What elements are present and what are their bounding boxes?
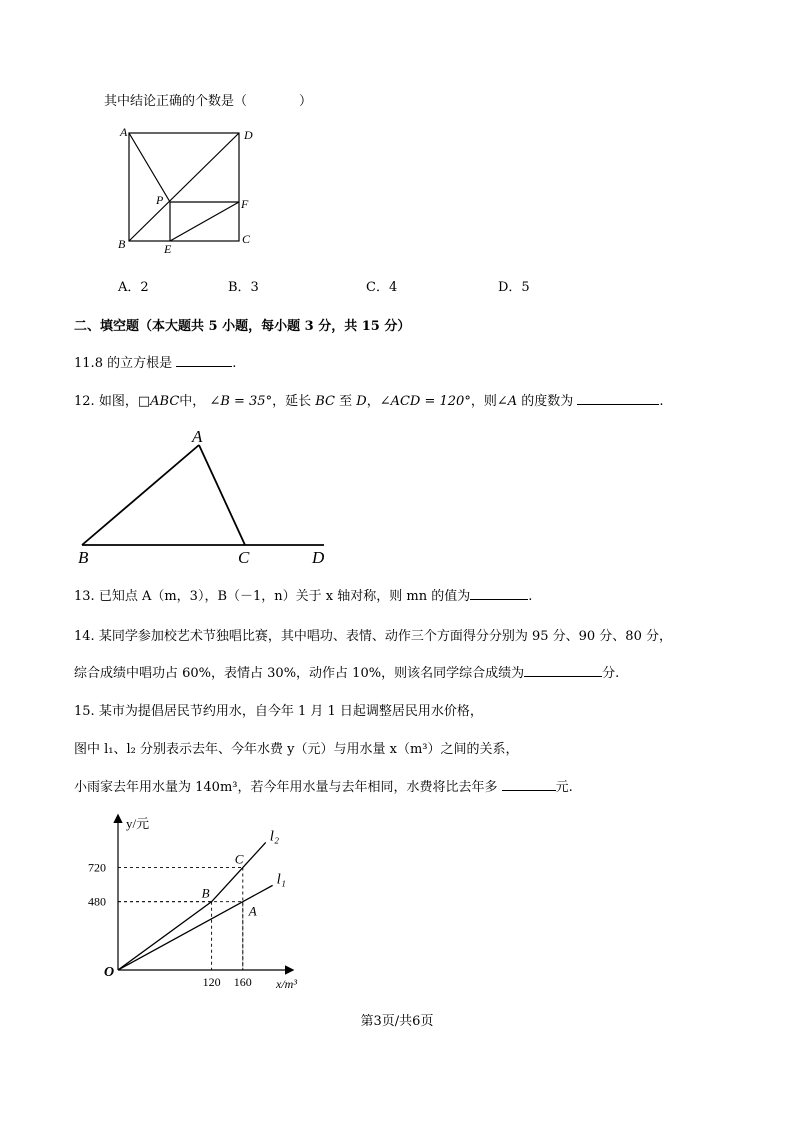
q11 xyxy=(74,352,236,371)
q12-text-3: ，延长 xyxy=(272,394,316,409)
q15-line-3 xyxy=(74,776,573,795)
q12-text-2: 中， xyxy=(179,394,206,409)
side-ab xyxy=(82,445,199,545)
q14-unit: 分. xyxy=(602,666,620,681)
label-d: D xyxy=(244,128,253,142)
q14-line-2 xyxy=(74,662,619,681)
q12-angle-acd: ∠ACD = 120° xyxy=(379,394,471,409)
q15-unit: 元. xyxy=(555,780,573,795)
q15-number: 15. xyxy=(74,704,95,719)
series-line-2 xyxy=(118,902,243,970)
q11-text: 8 的立方根是 xyxy=(94,356,173,371)
segment-ap xyxy=(129,133,170,202)
q14-text-2: 综合成绩中唱功占 60%，表情占 30%，动作占 10%，则该名同学综合成绩为 xyxy=(74,666,525,681)
q15-line-1 xyxy=(74,700,483,719)
label-b: B xyxy=(78,548,89,566)
label-f: F xyxy=(241,197,249,211)
q12-triangle-abc: ABC xyxy=(150,394,180,409)
label-p: P xyxy=(156,193,164,207)
y-tick-480: 480 xyxy=(88,894,106,909)
q12-text-1: 如图， xyxy=(98,394,138,409)
option-a[interactable]: A．2 xyxy=(118,280,149,295)
q12-text-7: 的度数为 xyxy=(517,394,574,409)
label-e: E xyxy=(164,242,172,256)
series-ext-2 xyxy=(243,885,273,901)
origin-label: O xyxy=(104,965,115,980)
triangle-symbol: □ xyxy=(137,394,151,409)
q12-text-4: 至 xyxy=(334,394,357,409)
q13 xyxy=(74,585,532,604)
q10-stem: 其中结论正确的个数是（ ） xyxy=(104,94,313,109)
q12-end: . xyxy=(659,394,664,409)
q15-text-3: 小雨家去年用水量为 140m³，若今年用水量与去年相同，水费将比去年多 xyxy=(74,780,498,795)
y-axis-label: y/元 xyxy=(126,816,150,831)
q13-text: 已知点 A（m，3），B（－1，n）关于 x 轴对称，则 mn 的值为 xyxy=(98,589,471,604)
q14-number: 14. xyxy=(74,629,95,644)
q15-line-2: 图中 l₁、l₂ 分别表示去年、今年水费 y（元）与用水量 x（m³）之间的关系， xyxy=(74,742,519,757)
y-tick-720: 720 xyxy=(88,860,106,875)
q15-answer-blank[interactable] xyxy=(502,778,556,791)
label-c: C xyxy=(242,232,251,246)
q13-end: . xyxy=(528,589,533,604)
q12-answer-blank[interactable] xyxy=(577,392,659,405)
q11-answer-blank[interactable] xyxy=(176,354,232,367)
option-c[interactable]: C．4 xyxy=(366,280,398,295)
diagonal-bd xyxy=(129,133,239,241)
series-label-1: l₂ xyxy=(269,828,280,845)
segment-ef xyxy=(170,202,239,241)
q12-angle-b: ∠B = 35° xyxy=(209,394,273,409)
point-label-a: A xyxy=(248,903,257,919)
point-label-b: B xyxy=(201,885,210,901)
label-a: A xyxy=(192,427,203,446)
q12-text-5: ， xyxy=(366,394,380,409)
series-label-2: l₁ xyxy=(276,871,287,888)
q13-number: 13. xyxy=(74,589,95,604)
point-label-c: C xyxy=(234,851,244,867)
q10-figure xyxy=(112,124,262,256)
q12-number: 12. xyxy=(74,394,95,409)
q11-number: 11. xyxy=(74,356,95,371)
label-a: A xyxy=(120,125,128,139)
label-d: D xyxy=(312,548,325,566)
label-b: B xyxy=(118,237,126,251)
q12-bc: BC xyxy=(315,394,335,409)
q12-d: D xyxy=(356,394,367,409)
q14-answer-blank[interactable] xyxy=(524,664,602,677)
section-title: 二、填空题（本大题共 5 小题，每小题 3 分，共 15 分） xyxy=(74,319,411,334)
series-line-1 xyxy=(118,868,243,970)
x-axis-label: x/m³ xyxy=(276,977,297,991)
option-d[interactable]: D．5 xyxy=(498,280,530,295)
q12-text-6: ，则∠ xyxy=(470,394,508,409)
q15-chart xyxy=(80,810,320,998)
q12 xyxy=(74,390,664,409)
q11-end: . xyxy=(232,356,237,371)
q13-answer-blank[interactable] xyxy=(470,587,528,600)
q12-a: A xyxy=(507,394,518,409)
q15-text-1: 某市为提倡居民节约用水，自今年 1 月 1 日起调整居民用水价格， xyxy=(98,704,483,719)
option-b[interactable]: B．3 xyxy=(228,280,259,295)
side-ac xyxy=(199,445,245,545)
page-footer: 第3页/共6页 xyxy=(360,1014,434,1029)
q14-text-1: 某同学参加校艺术节独唱比赛，其中唱功、表情、动作三个方面得分分别为 95 分、90 分、80 分， xyxy=(98,629,672,644)
x-tick-160: 160 xyxy=(233,975,252,989)
series-ext-1 xyxy=(243,842,266,867)
label-c: C xyxy=(238,548,250,566)
q14-line-1 xyxy=(74,625,672,644)
q12-figure xyxy=(74,424,344,566)
x-tick-120: 120 xyxy=(202,975,221,989)
